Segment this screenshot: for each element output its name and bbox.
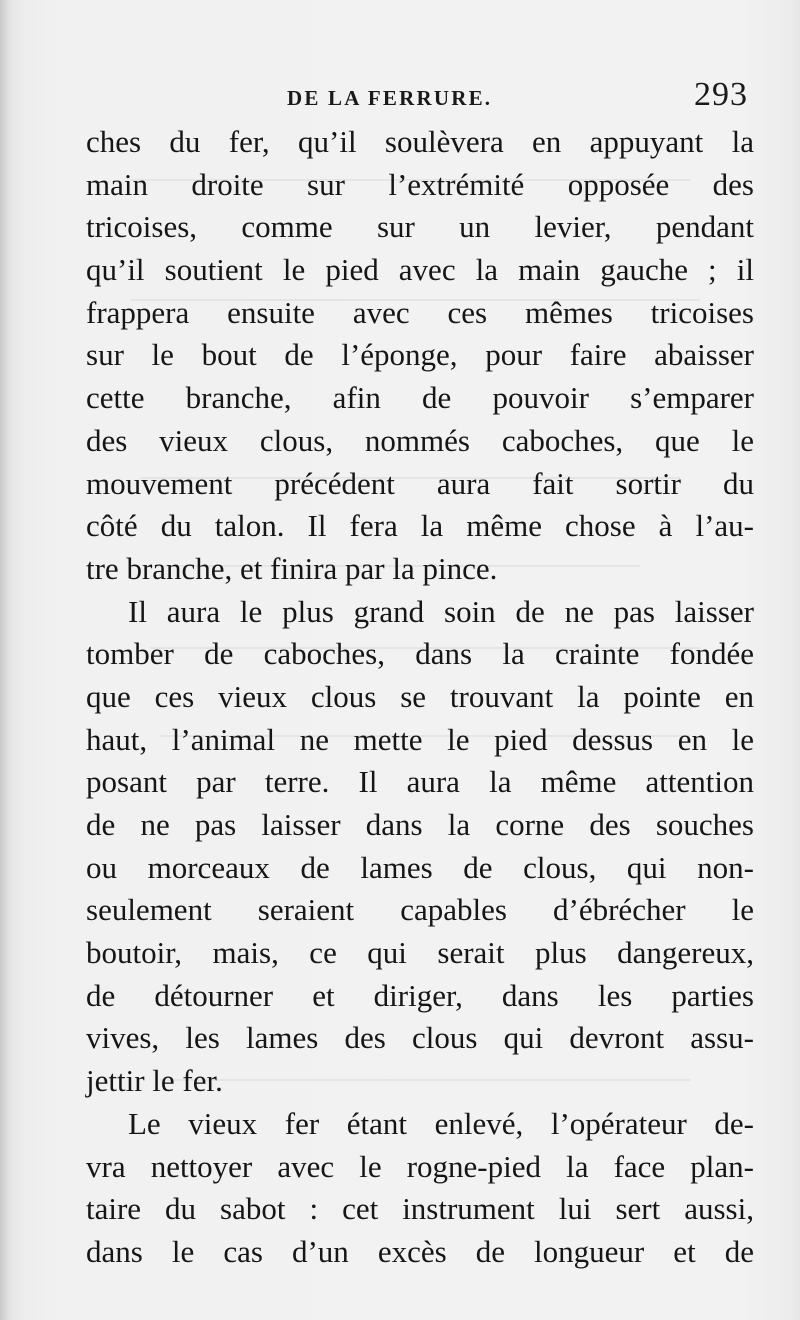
paragraph [86, 121, 754, 591]
text-line: haut, l’animal ne mette le pied dessus en le [86, 721, 754, 757]
text-line: vives, les lames des clous qui devront assu- [86, 1020, 754, 1056]
text-line: de détourner et diriger, dans les parties [86, 977, 754, 1013]
text-line: cette branche, afin de pouvoir s’emparer [86, 380, 754, 416]
text-line: tricoises, comme sur un levier, pendant [86, 209, 754, 245]
text-line: des vieux clous, nommés caboches, que le [86, 422, 754, 458]
text-line: frappera ensuite avec ces mêmes tricoises [86, 294, 754, 330]
text-line: seulement seraient capables d’ébrécher le [86, 892, 754, 928]
paragraph [86, 591, 754, 1103]
text-line: qu’il soutient le pied avec la main gauche ; il [86, 252, 754, 288]
text-line: vra nettoyer avec le rogne-pied la face plan- [86, 1148, 754, 1184]
text-line: de ne pas laisser dans la corne des souches [86, 807, 754, 842]
running-header [0, 74, 800, 122]
page-number: 293 [694, 76, 748, 113]
text-line: dans le cas d’un excès de longueur et de [86, 1233, 754, 1269]
text-line: Il aura le plus grand soin de ne pas laisser [128, 593, 754, 629]
text-line: Le vieux fer étant enlevé, l’opérateur de- [128, 1105, 754, 1141]
paragraph [86, 1103, 754, 1274]
body-text [86, 121, 754, 1274]
text-line: mouvement précédent aura fait sortir du [86, 465, 754, 501]
text-line: ou morceaux de lames de clous, qui non- [86, 849, 754, 885]
text-line: jettir le fer. [86, 1063, 223, 1099]
text-line: taire du sabot : cet instrument lui sert aussi, [86, 1191, 754, 1227]
text-line: boutoir, mais, ce qui serait plus dangereux, [86, 935, 754, 971]
text-line: ches du fer, qu’il soulèvera en appuyant la [86, 124, 754, 159]
text-line: côté du talon. Il fera la même chose à l’au- [86, 508, 754, 544]
text-line: sur le bout de l’éponge, pour faire abaisser [86, 337, 754, 373]
text-line: main droite sur l’extrémité opposée des [86, 166, 754, 202]
text-line: que ces vieux clous se trouvant la pointe en [86, 678, 754, 714]
text-line: posant par terre. Il aura la même attention [86, 764, 754, 800]
text-line: tomber de caboches, dans la crainte fondée [86, 636, 754, 672]
text-line: tre branche, et finira par la pince. [86, 550, 498, 586]
running-title: DE LA FERRURE. [287, 86, 493, 110]
